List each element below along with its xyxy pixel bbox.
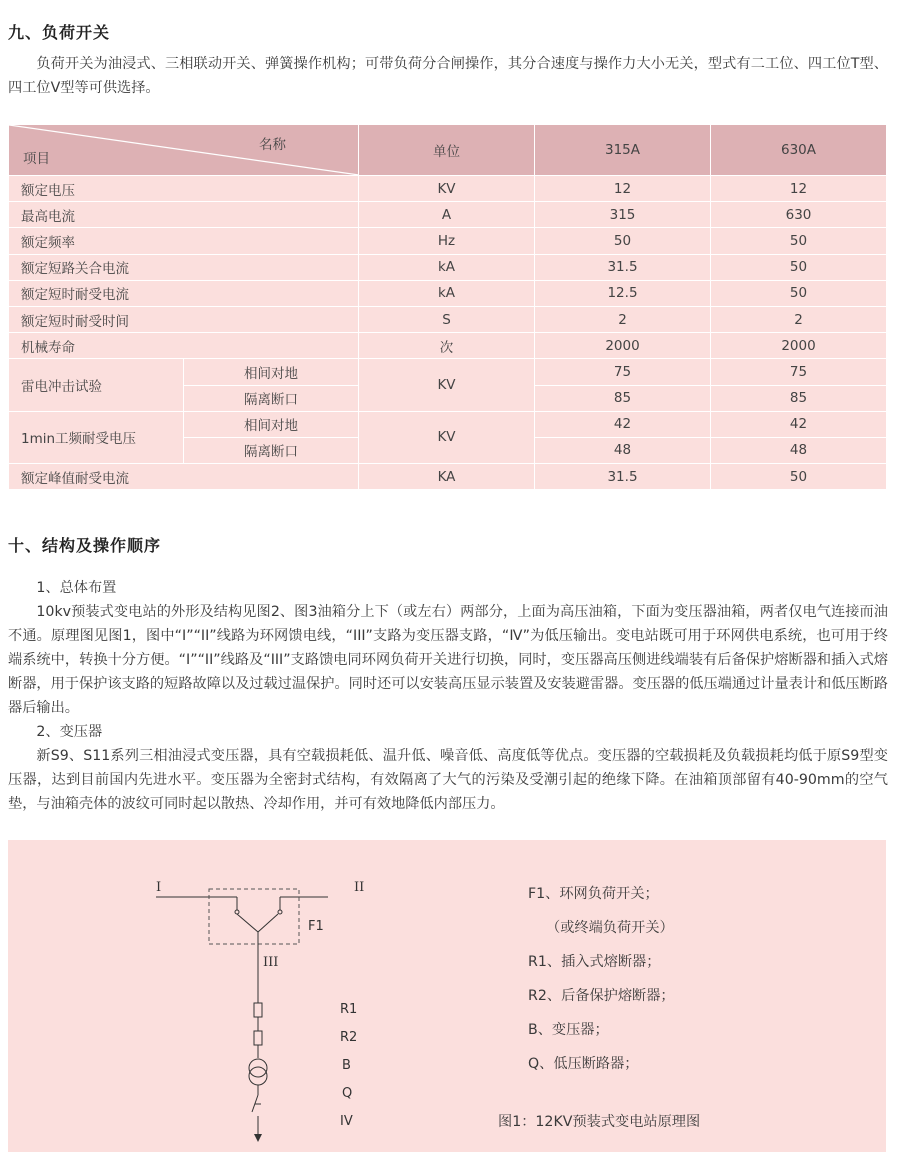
subsection2-text: 新S9、S11系列三相油浸式变压器，具有空载损耗低、温升低、噪音低、高度低等优点。变压器的空载损耗及负载损耗均低于原S9型变压器，达到目前国内先进水平。变压器为全密封式结构，有效隔离了大气的污染及受潮引起的绝缘下降。在油箱顶部留有40-90mm的空气垫，与油箱壳体的波纹可同时起以散热、冷却作用，并可有效地降低内部压力。 — [8, 748, 888, 812]
row-item: 额定电压 — [9, 176, 359, 202]
transformer-b — [249, 1059, 267, 1077]
row-value-630a: 50 — [711, 280, 887, 306]
table-row — [9, 176, 887, 202]
row-value-315a: 75 — [535, 359, 711, 385]
table-row — [9, 359, 887, 385]
table-row — [9, 464, 887, 490]
section10-body — [8, 576, 888, 816]
figure-caption: 图1：12KV预装式变电站原理图 — [498, 1114, 701, 1130]
table-row — [9, 333, 887, 359]
diagonal-header-cell — [9, 125, 359, 176]
row-value-630a: 48 — [711, 437, 887, 463]
table-row — [9, 411, 887, 437]
group-subitem: 隔离断口 — [184, 437, 359, 463]
row-unit: KA — [359, 464, 535, 490]
table-row — [9, 254, 887, 280]
row-unit: KV — [359, 176, 535, 202]
group-subitem: 隔离断口 — [184, 385, 359, 411]
label-line-ii: II — [354, 880, 365, 895]
header-diagonal-line — [9, 125, 359, 175]
label-iv: IV — [340, 1114, 353, 1129]
legend-q: Q、低压断路器； — [528, 1056, 639, 1072]
group-item: 1min工频耐受电压 — [9, 411, 184, 463]
section9-title: 九、负荷开关 — [8, 23, 111, 42]
row-value-630a: 85 — [711, 385, 887, 411]
table-row — [9, 306, 887, 332]
header-unit: 单位 — [359, 125, 535, 176]
row-unit: kA — [359, 280, 535, 306]
table-row — [9, 202, 887, 228]
row-value-630a: 50 — [711, 464, 887, 490]
row-value-630a: 2000 — [711, 333, 887, 359]
row-item: 机械寿命 — [9, 333, 359, 359]
row-unit: 次 — [359, 333, 535, 359]
row-value-315a: 315 — [535, 202, 711, 228]
row-value-315a: 12.5 — [535, 280, 711, 306]
row-value-315a: 12 — [535, 176, 711, 202]
group-item: 雷电冲击试验 — [9, 359, 184, 411]
row-item: 最高电流 — [9, 202, 359, 228]
section9-intro: 负荷开关为油浸式、三相联动开关、弹簧操作机构；可带负荷分合闸操作，其分合速度与操作力大小无关，型式有二工位、四工位T型、四工位V型等可供选择。 — [8, 56, 888, 96]
row-value-630a: 75 — [711, 359, 887, 385]
header-item: 项目 — [23, 151, 50, 167]
group-unit: KV — [359, 411, 535, 463]
row-value-315a: 50 — [535, 228, 711, 254]
label-q: Q — [342, 1086, 353, 1101]
row-value-630a: 630 — [711, 202, 887, 228]
row-value-315a: 48 — [535, 437, 711, 463]
row-value-315a: 85 — [535, 385, 711, 411]
subsection2-title: 2、变压器 — [36, 724, 103, 740]
group-subitem: 相间对地 — [184, 359, 359, 385]
table-row — [9, 280, 887, 306]
header-name: 名称 — [259, 137, 286, 153]
row-value-630a: 50 — [711, 254, 887, 280]
label-line-i: I — [156, 880, 162, 895]
row-unit: A — [359, 202, 535, 228]
label-r1: R1 — [340, 1002, 358, 1017]
label-r2: R2 — [340, 1030, 358, 1045]
legend-b: B、变压器； — [528, 1022, 609, 1038]
row-unit: S — [359, 306, 535, 332]
group-unit: KV — [359, 359, 535, 411]
row-unit: Hz — [359, 228, 535, 254]
row-value-315a: 31.5 — [535, 464, 711, 490]
row-item: 额定短时耐受电流 — [9, 280, 359, 306]
row-item: 额定峰值耐受电流 — [9, 464, 359, 490]
row-value-315a: 2 — [535, 306, 711, 332]
legend-f1: F1、环网负荷开关； — [528, 886, 659, 902]
row-item: 额定频率 — [9, 228, 359, 254]
row-value-315a: 2000 — [535, 333, 711, 359]
row-value-315a: 42 — [535, 411, 711, 437]
label-f1: F1 — [308, 919, 324, 934]
group-subitem: 相间对地 — [184, 411, 359, 437]
row-value-630a: 2 — [711, 306, 887, 332]
legend-r2: R2、后备保护熔断器； — [528, 988, 675, 1004]
schematic-figure — [8, 840, 886, 1152]
header-315a: 315A — [535, 125, 711, 176]
row-item: 额定短路关合电流 — [9, 254, 359, 280]
schematic-diagram — [8, 840, 328, 1152]
row-value-630a: 42 — [711, 411, 887, 437]
row-item: 额定短时耐受时间 — [9, 306, 359, 332]
table-row — [9, 228, 887, 254]
row-value-630a: 12 — [711, 176, 887, 202]
section10-title: 十、结构及操作顺序 — [8, 536, 162, 555]
legend-r1: R1、插入式熔断器； — [528, 954, 661, 970]
header-630a: 630A — [711, 125, 887, 176]
output-arrow — [254, 1134, 262, 1142]
legend-f1-alt: （或终端负荷开关） — [546, 920, 674, 936]
fuse-r2 — [254, 1031, 262, 1045]
label-b: B — [342, 1058, 351, 1073]
spec-table — [8, 124, 887, 490]
table-header-row — [9, 125, 887, 176]
row-value-315a: 31.5 — [535, 254, 711, 280]
label-iii: III — [263, 955, 279, 970]
subsection1-text: 10kv预装式变电站的外形及结构见图2、图3油箱分上下（或左右）两部分，上面为高压油箱，下面为变压器油箱，两者仅电气连接而油不通。原理图见图1，图中“I”“II”线路为环网馈电线，“III”支路为变压器支路，“Ⅳ”为低压输出。变电站既可用于环网供电系统，也可用于终端系统中，转换十分方便。“I”“II”线路及“III”支路馈电同环网负荷开关进行切换，同时，变压器高压侧进线端装有后备保护熔断器和插入式熔断器，用于保护该支路的短路故障以及过载过温保护。同时还可以安装高压显示装置及安装避雷器。变压器的低压端通过计量表计和低压断路器后输出。 — [8, 604, 888, 716]
fuse-r1 — [254, 1003, 262, 1017]
row-value-630a: 50 — [711, 228, 887, 254]
subsection1-title: 1、总体布置 — [36, 580, 117, 596]
row-unit: kA — [359, 254, 535, 280]
